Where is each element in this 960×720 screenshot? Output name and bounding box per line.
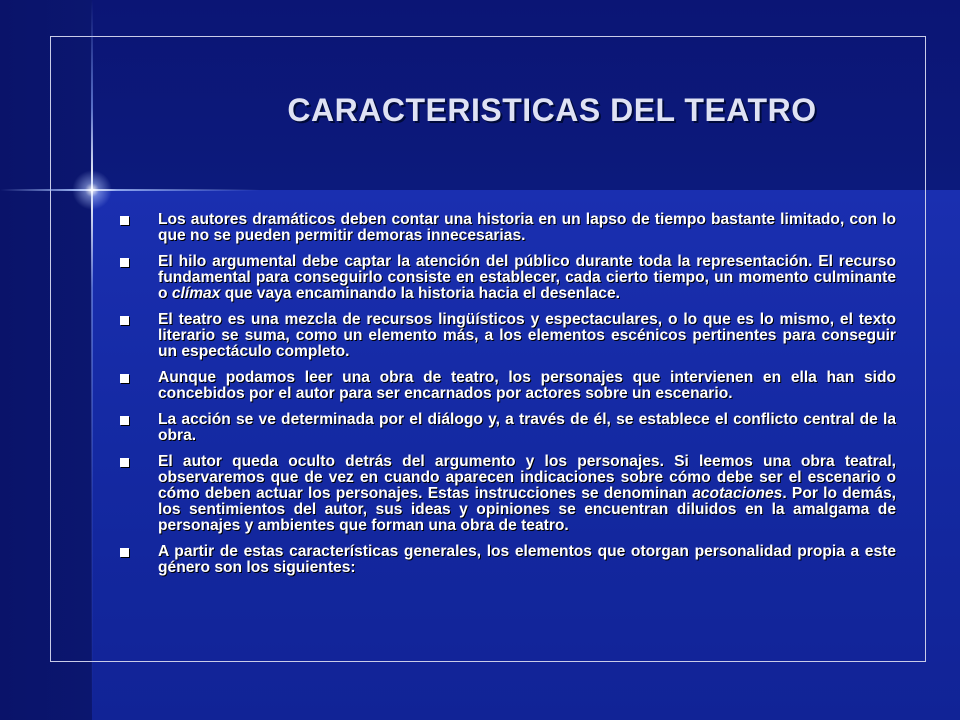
sparkle-horizontal-ray (0, 189, 260, 191)
square-bullet-icon (120, 316, 129, 325)
bullet-item (118, 412, 896, 444)
square-bullet-icon (120, 548, 129, 557)
bullet-text: La acción se ve determinada por el diálogo y, a través de él, se establece el conflicto central de la obra. (158, 411, 896, 444)
slide-title: CARACTERISTICAS DEL TEATRO (287, 92, 817, 128)
bullet-text: Los autores dramáticos deben contar una historia en un lapso de tiempo bastante limitado, con lo que no se pueden permitir demoras innecesarias. (158, 211, 896, 244)
bullet-item (118, 312, 896, 360)
bullet-text-start: El hilo argumental debe captar la atención del público durante toda la representación. El recurso fundamental para conseguirlo consiste en establecer, cada cierto tiempo, un momento culminante o (158, 253, 896, 302)
bullet-item (118, 544, 896, 576)
bullet-item (118, 370, 896, 402)
square-bullet-icon (120, 416, 129, 425)
square-bullet-icon (120, 458, 129, 467)
sparkle-star-icon (72, 170, 112, 210)
bullet-text-end: . Por lo demás, los sentimientos del autor, sus ideas y opiniones se encuentran diluidos en la amalgama de personajes y ambientes que forman una obra de teatro. (158, 485, 896, 534)
bullet-text: A partir de estas características generales, los elementos que otorgan personalidad propia a este género son los siguientes: (158, 543, 896, 576)
bullet-item (118, 254, 896, 302)
bullet-item (118, 454, 896, 534)
square-bullet-icon (120, 374, 129, 383)
square-bullet-icon (120, 258, 129, 267)
bullet-text-start: El autor queda oculto detrás del argumento y los personajes. Si leemos una obra teatral, observaremos que de vez en cuando aparecen indicaciones sobre cómo debe ser el escenario o cómo deben actuar los personajes. Estas instrucciones se denominan (158, 453, 896, 502)
square-bullet-icon (120, 216, 129, 225)
bullet-list (118, 212, 896, 586)
bullet-text: El teatro es una mezcla de recursos lingüísticos y espectaculares, o lo que es lo mismo, el texto literario se suma, como un elemento más, a los elementos escénicos pertinentes para conseguir un espectáculo completo. (158, 311, 896, 360)
bullet-text: Aunque podamos leer una obra de teatro, los personajes que intervienen en ella han sido concebidos por el autor para ser encarnados por actores sobre un escenario. (158, 369, 896, 402)
italic-term: clímax (171, 285, 221, 302)
bullet-text-end: que vaya encaminando la historia hacia el desenlace. (220, 285, 620, 302)
italic-term: acotaciones (692, 485, 783, 502)
bullet-item (118, 212, 896, 244)
